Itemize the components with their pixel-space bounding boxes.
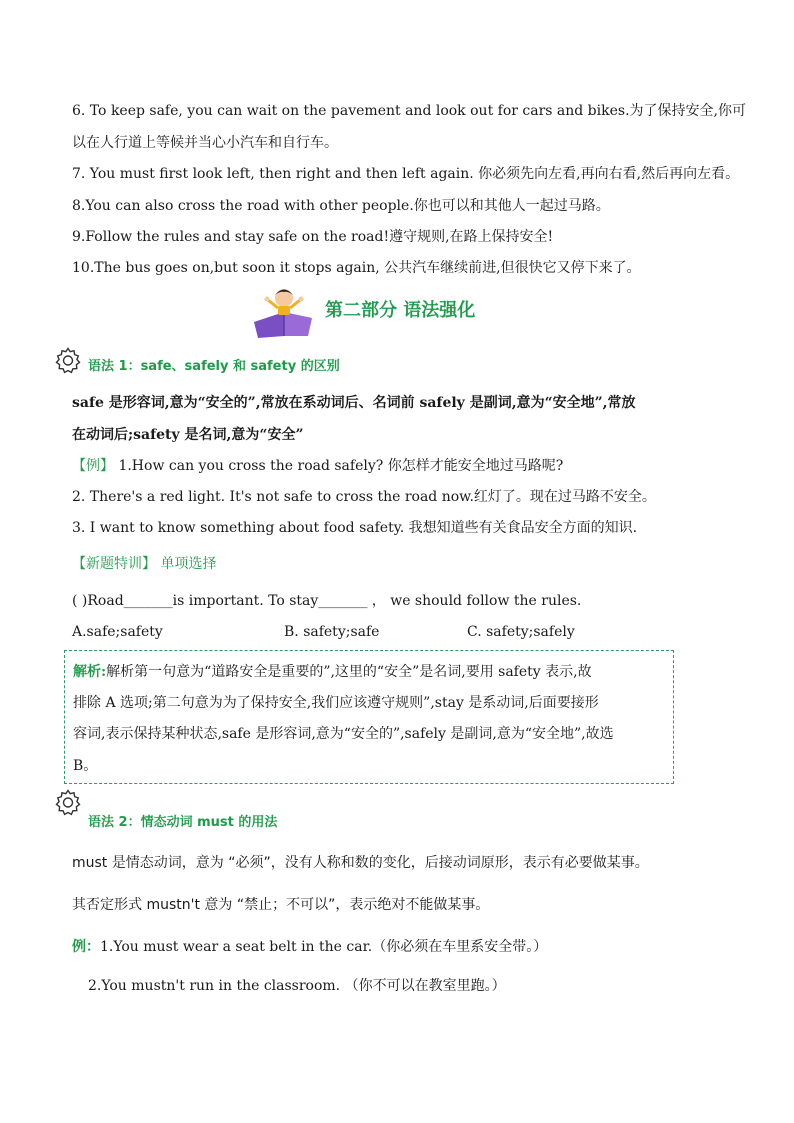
grammar1-rule-line2: 在动词后;safety 是名词,意为“安全”: [72, 427, 304, 443]
practice-question: ( )Road_______is important. To stay_______ ， we should follow the rules.: [72, 593, 582, 609]
grammar2-rule1: must 是情态动词，意为 “必须”，没有人称和数的变化，后接动词原形，表示有必要做某事。: [72, 855, 649, 871]
grammar2-rule2: 其否定形式 mustn't 意为 “禁止；不可以”，表示绝对不能做某事。: [72, 897, 490, 913]
grammar1-heading: 语法 1：safe、safely 和 safety 的区别: [88, 359, 340, 374]
example-tag: 【例】: [72, 458, 114, 474]
option-c: C. safety;safely: [467, 624, 575, 640]
sentence-8: 8.You can also cross the road with other people.你也可以和其他人一起过马路。: [72, 198, 610, 214]
grammar2-heading: 语法 2：情态动词 must 的用法: [88, 815, 278, 830]
example1-text: 1.How can you cross the road safely? 你怎样才能安全地过马路呢?: [114, 458, 564, 474]
analysis-line-3: 容词,表示保持某种状态,safe 是形容词,意为“安全的”,safely 是副词,意为“安全地”,故选: [73, 726, 614, 742]
gear-icon: [54, 346, 82, 374]
analysis-line-1: [73, 662, 592, 682]
option-a: A.safe;safety: [72, 624, 163, 640]
grammar2-example2: 2.You mustn't run in the classroom. （你不可以在教室里跑。）: [88, 978, 506, 994]
grammar1-example3: 3. I want to know something about food safety. 我想知道些有关食品安全方面的知识.: [72, 520, 638, 536]
grammar1-example1: [72, 456, 563, 476]
grammar1-example2: 2. There's a red light. It's not safe to cross the road now.红灯了。现在过马路不安全。: [72, 489, 656, 505]
analysis-line-4: B。: [73, 758, 98, 774]
analysis-text-1: 解析第一句意为“道路安全是重要的”,这里的“安全”是名词,要用 safety 表示,故: [106, 664, 592, 680]
option-b: B. safety;safe: [284, 624, 380, 640]
sentence-10: 10.The bus goes on,but soon it stops again, 公共汽车继续前进,但很快它又停下来了。: [72, 260, 641, 276]
analysis-line-2: 排除 A 选项;第二句意为为了保持安全,我们应该遵守规则”,stay 是系动词,后面要接形: [73, 695, 599, 711]
sentence-7: 7. You must first look left, then right and then left again. 你必须先向左看,再向右看,然后再向左看。: [72, 166, 740, 182]
sentence-9: 9.Follow the rules and stay safe on the road!遵守规则,在路上保持安全!: [72, 229, 554, 245]
sentence-6-line2: 以在人行道上等候并当心小汽车和自行车。: [72, 135, 338, 151]
sentence-6-line1: 6. To keep safe, you can wait on the pavement and look out for cars and bikes.为了保持安全,你可: [72, 103, 746, 119]
grammar2-example1-text: 1.You must wear a seat belt in the car.（你必须在车里系安全带。）: [100, 939, 548, 955]
grammar2-example1: [72, 937, 547, 957]
reading-boy-illustration: [250, 282, 318, 338]
practice-tag: 【新题特训】 单项选择: [72, 556, 217, 572]
analysis-label: 解析:: [73, 664, 107, 680]
section-title: 第二部分 语法强化: [325, 300, 476, 321]
grammar1-rule-line1: safe 是形容词,意为“安全的”,常放在系动词后、名词前 safely 是副词,意为“安全地”,常放: [72, 395, 636, 411]
grammar2-example-tag: 例：: [72, 939, 100, 955]
gear-icon: [54, 788, 82, 816]
